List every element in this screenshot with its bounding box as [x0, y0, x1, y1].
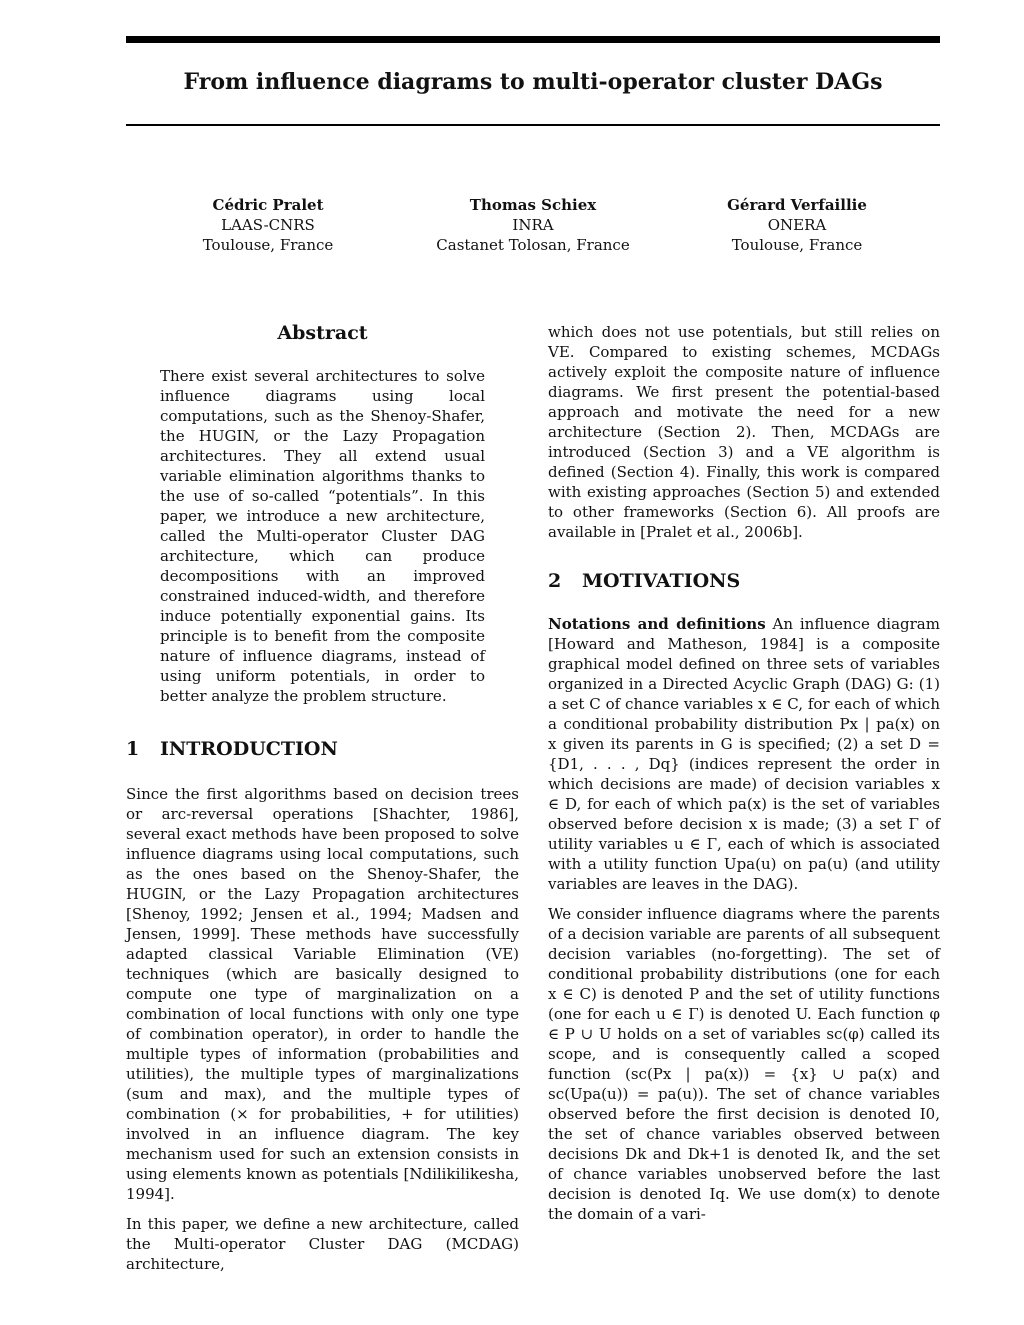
abstract-text: There exist several architectures to solve influence diagrams using local computations, such as the Shenoy-Shafer, the HUGIN, or the Lazy Propagation architectures. They all extend usual variable elimination algorithms thanks to the use of so-called “potentials”. In this paper, we introduce a new architecture, called the Multi-operator Cluster DAG architecture, which can produce decompositions with an improved constrained induced-width, and therefore induce potentially exponential gains. Its principle is to benefit from the composite nature of influence diagrams, instead of using uniform potentials, in order to better analyze the problem structure. — [160, 367, 485, 705]
author-pralet — [148, 195, 388, 255]
paragraph-text: An influence diagram [Howard and Matheson, 1984] is a composite graphical model defined on three sets of variables organized in a Directed Acyclic Graph (DAG) G: (1) a set C of chance variables x ∈ C, for each of which a conditional probability distribution Px | pa(x) on x given its parents in G is specified; (2) a set D = {D1, . . . , Dq} (indices represent the order in which decisions are made) of decision variables x ∈ D, for each of which pa(x) is the set of variables observed before decision x is made; (3) a set Γ of utility variables u ∈ Γ, each of which is associated with a utility function Upa(u) on pa(u) (and utility variables are leaves in the DAG). — [548, 615, 940, 893]
author-name: Gérard Verfaillie — [727, 196, 867, 214]
section-heading-introduction — [126, 736, 519, 762]
section-number: 2 — [548, 570, 562, 592]
author-block — [0, 195, 1024, 259]
paragraph: We consider influence diagrams where the parents of a decision variable are parents of all subsequent decision variables (no-forgetting). The set of conditional probability distributions (one for each x ∈ C) is denoted P and the set of utility functions (one for each u ∈ Γ) is denoted U. Each function φ ∈ P ∪ U holds on a set of variables sc(φ) called its scope, and is consequently called a scoped function (sc(Px | pa(x)) = {x} ∪ pa(x) and sc(Upa(u)) = pa(u)). The set of chance variables observed before the first decision is denoted I0, the set of chance variables observed between decisions Dk and Dk+1 is denoted Ik, and the set of chance variables unobserved before the last decision is denoted Iq. We use dom(x) to denote the domain of a vari- — [548, 905, 940, 1223]
title-rule — [126, 124, 940, 126]
paragraph-heading: Notations and definitions — [548, 615, 766, 633]
section-heading-motivations — [548, 568, 940, 594]
author-verfaillie — [677, 195, 917, 255]
paragraph: which does not use potentials, but still relies on VE. Compared to existing schemes, MCDAGs actively exploit the composite nature of influence diagrams. We first present the potential-based approach and motivate the need for a new architecture (Section 2). Then, MCDAGs are introduced (Section 3) and a VE algorithm is defined (Section 4). Finally, this work is compared with existing approaches (Section 5) and extended to other frameworks (Section 6). All proofs are available in [Pralet et al., 2006b]. — [548, 323, 940, 541]
section-title: INTRODUCTION — [160, 738, 338, 760]
author-schiex — [413, 195, 653, 255]
author-name: Thomas Schiex — [469, 196, 597, 214]
paragraph: Since the first algorithms based on decision trees or arc-reversal operations [Shachter, 1986], several exact methods have been proposed to solve influence diagrams using local computations, such as the ones based on the Shenoy-Shafer, the HUGIN, or the Lazy Propagation architectures [Shenoy, 1992; Jensen et al., 1994; Madsen and Jensen, 1999]. These methods have successfully adapted classical Variable Elimination (VE) techniques (which are basically designed to compute one type of marginalization on a combination of local functions with only one type of combination operator), in order to handle the multiple types of information (probabilities and utilities), the multiple types of marginalizations (sum and max), and the multiple types of combination (× for probabilities, + for utilities) involved in an influence diagram. The key mechanism used for such an extension consists in using elements known as potentials [Ndilikilikesha, 1994]. — [126, 785, 519, 1203]
paper-title: From influence diagrams to multi-operator cluster DAGs — [183, 69, 883, 95]
left-column — [126, 320, 519, 1284]
abstract-heading: Abstract — [277, 322, 368, 344]
paragraph — [548, 614, 940, 894]
section-title: MOTIVATIONS — [582, 570, 741, 592]
section-number: 1 — [126, 738, 140, 760]
author-affiliation: LAAS-CNRS — [221, 216, 315, 234]
paragraph: In this paper, we define a new architecture, called the Multi-operator Cluster DAG (MCDAG) architecture, — [126, 1215, 519, 1273]
author-location: Toulouse, France — [731, 236, 863, 254]
author-name: Cédric Pralet — [212, 196, 324, 214]
author-location: Toulouse, France — [202, 236, 334, 254]
author-location: Castanet Tolosan, France — [436, 236, 630, 254]
author-affiliation: INRA — [512, 216, 554, 234]
author-affiliation: ONERA — [767, 216, 827, 234]
top-rule — [126, 36, 940, 43]
right-column — [548, 322, 940, 1234]
